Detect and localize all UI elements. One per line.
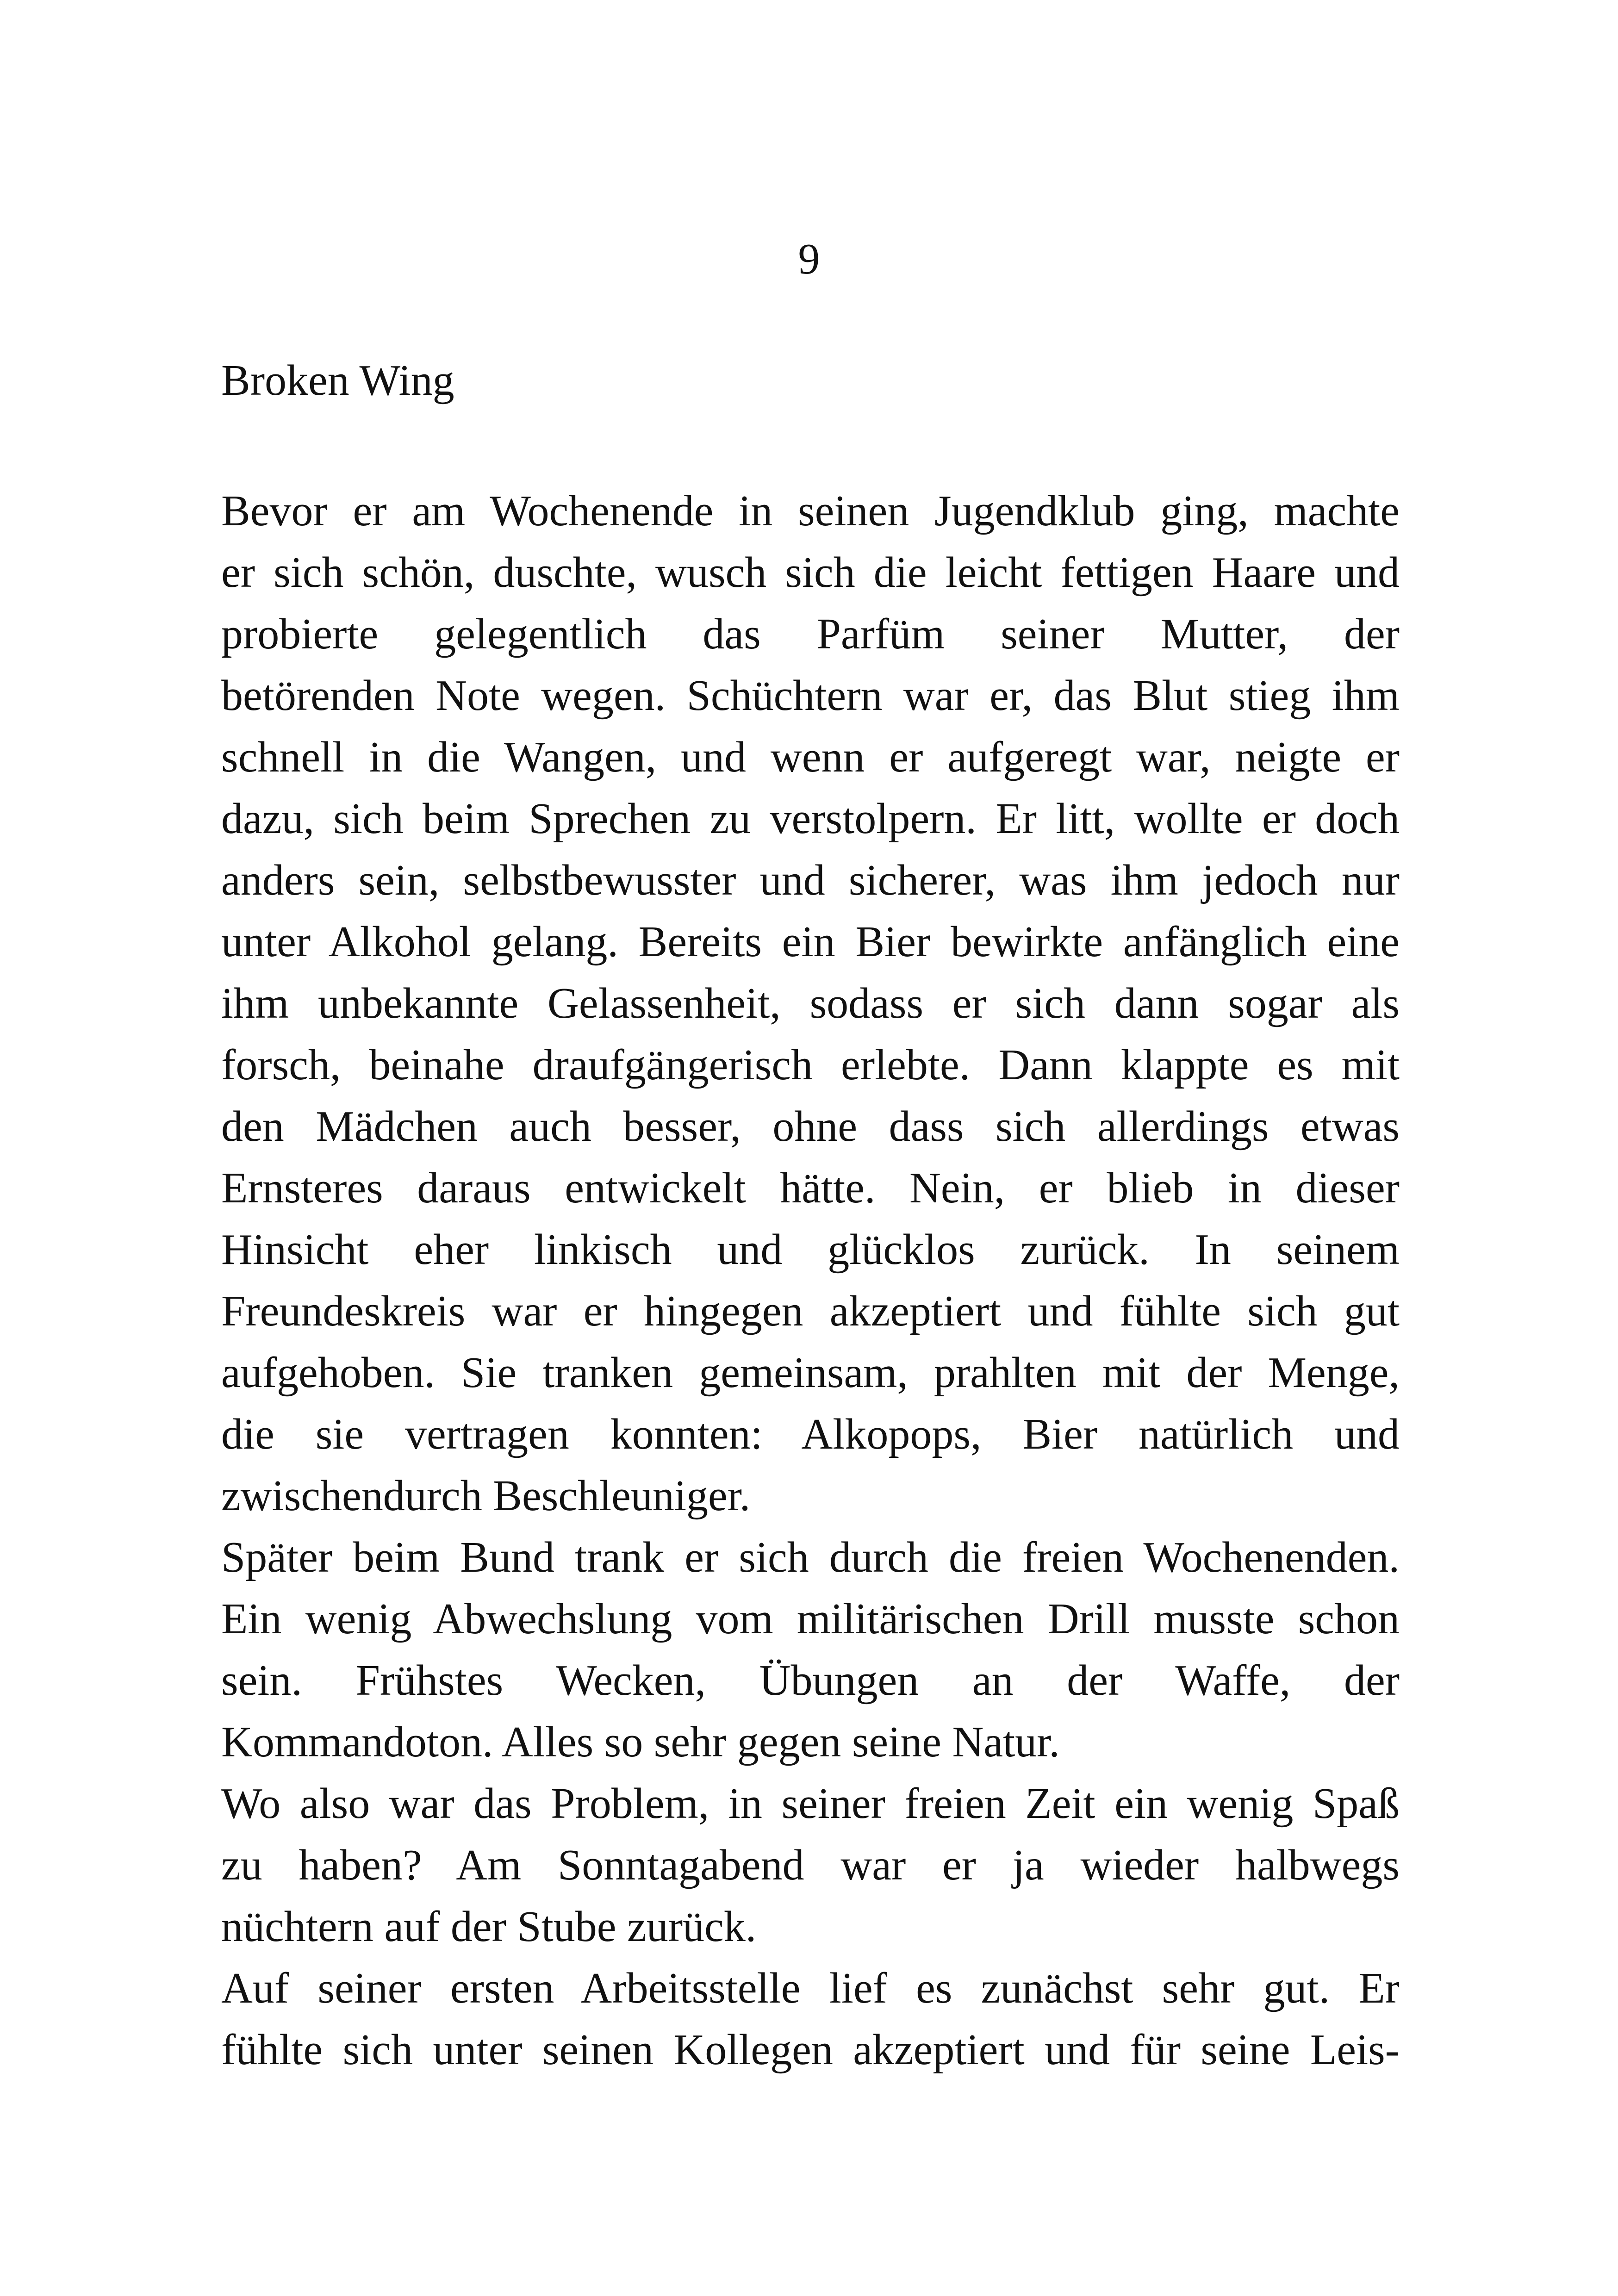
text-line: die sie vertragen konnten: Alkopops, Bier natürlich und	[221, 1410, 1400, 1458]
page-number: 9	[798, 235, 820, 283]
text-line: unter Alkohol gelang. Bereits ein Bier bewirkte anfänglich eine	[221, 918, 1400, 966]
text-line: Später beim Bund trank er sich durch die freien Wochenenden.	[221, 1533, 1400, 1581]
text-line: aufgehoben. Sie tranken gemeinsam, prahlten mit der Menge,	[221, 1349, 1400, 1397]
text-line: Hinsicht eher linkisch und glücklos zurück. In seinem	[221, 1226, 1400, 1274]
text-line: Kommandoton. Alles so sehr gegen seine Natur.	[221, 1718, 1060, 1766]
text-line: Ein wenig Abwechslung vom militärischen Drill musste schon	[221, 1595, 1400, 1643]
text-line: den Mädchen auch besser, ohne dass sich allerdings etwas	[221, 1102, 1400, 1151]
text-line: ihm unbekannte Gelassenheit, sodass er sich dann sogar als	[221, 979, 1400, 1027]
text-line: probierte gelegentlich das Parfüm seiner Mutter, der	[221, 610, 1400, 658]
text-line: Freundeskreis war er hingegen akzeptiert und fühlte sich gut	[221, 1287, 1400, 1335]
text-line: nüchtern auf der Stube zurück.	[221, 1903, 757, 1951]
text-line: betörenden Note wegen. Schüchtern war er, das Blut stieg ihm	[221, 672, 1400, 720]
text-line: dazu, sich beim Sprechen zu verstolpern. Er litt, wollte er doch	[221, 795, 1400, 843]
text-line: sein. Frühstes Wecken, Übungen an der Waffe, der	[221, 1656, 1400, 1705]
chapter-title: Broken Wing	[221, 356, 454, 404]
text-line: anders sein, selbstbewusster und sicherer, was ihm jedoch nur	[221, 856, 1400, 904]
text-line: zwischendurch Beschleuniger.	[221, 1472, 751, 1520]
text-line: zu haben? Am Sonntagabend war er ja wieder halbwegs	[221, 1841, 1400, 1889]
text-line: er sich schön, duschte, wusch sich die leicht fettigen Haare und	[221, 548, 1400, 597]
text-line: forsch, beinahe draufgängerisch erlebte. Dann klappte es mit	[221, 1041, 1400, 1089]
text-line: Bevor er am Wochenende in seinen Jugendklub ging, machte	[221, 487, 1400, 535]
text-line: Ernsteres daraus entwickelt hätte. Nein, er blieb in dieser	[221, 1164, 1400, 1212]
text-line: fühlte sich unter seinen Kollegen akzeptiert und für seine Leis-	[221, 2026, 1400, 2074]
body-text	[221, 480, 1400, 2081]
text-line: Wo also war das Problem, in seiner freien Zeit ein wenig Spaß	[221, 1780, 1400, 1828]
text-line: schnell in die Wangen, und wenn er aufgeregt war, neigte er	[221, 733, 1400, 781]
text-line: Auf seiner ersten Arbeitsstelle lief es zunächst sehr gut. Er	[221, 1964, 1400, 2012]
